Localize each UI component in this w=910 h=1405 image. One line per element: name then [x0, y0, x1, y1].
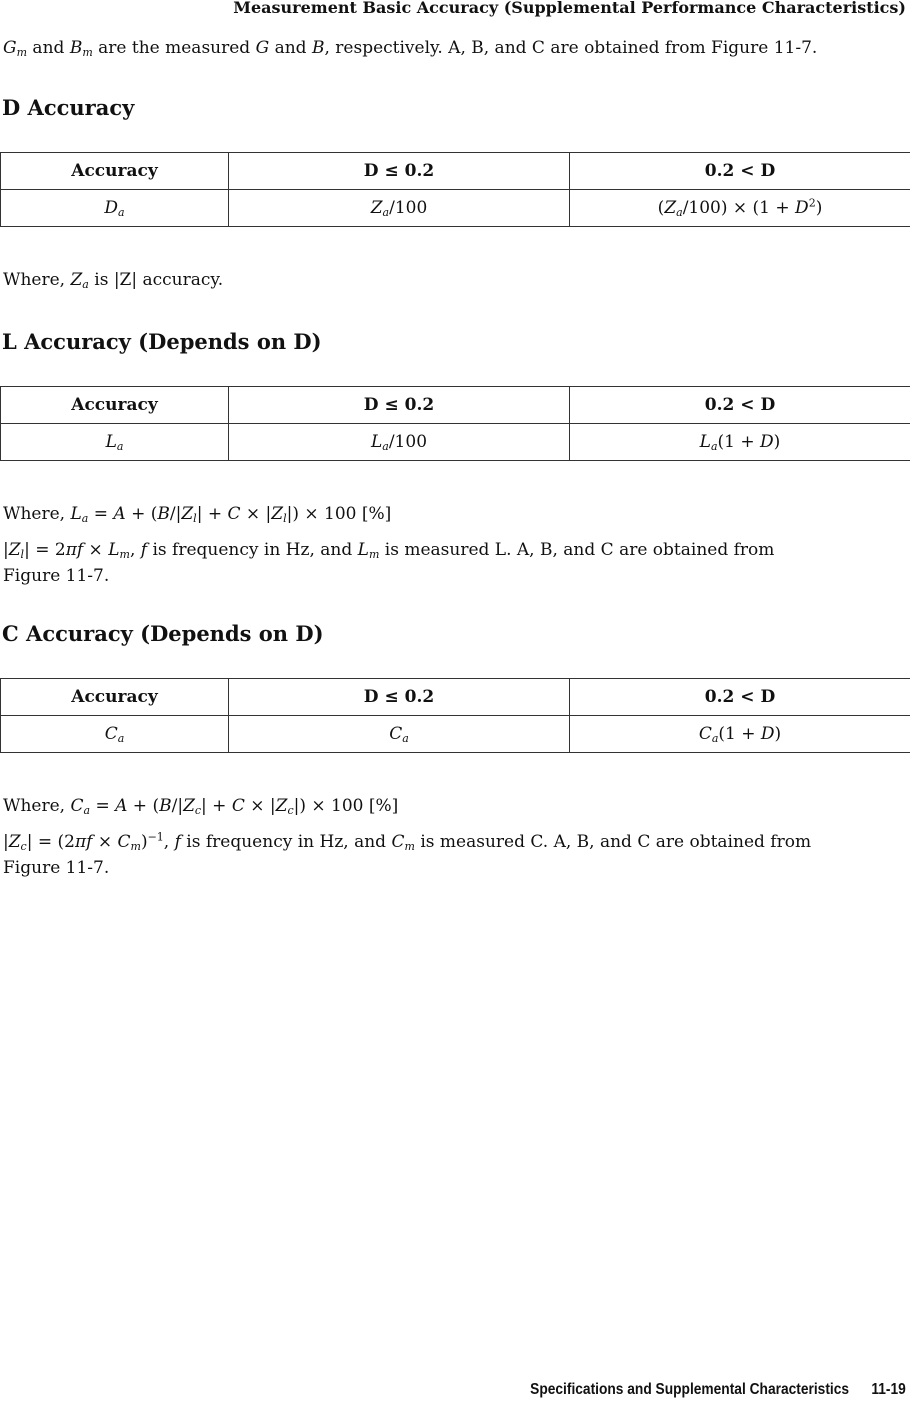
c-where-formula: Where, $C_a = A + (B/|Z_c| + C \times |Z_c|) \times 100$ [%]	[3, 796, 399, 817]
table-row	[1, 424, 910, 461]
col-header-low-d: D ≤ 0.2	[229, 153, 570, 190]
col-header-low-d: D ≤ 0.2	[229, 387, 570, 424]
table-header-row	[1, 153, 910, 190]
intro-paragraph: $G_m$ and $B_m$ are the measured G and B, respectively. A, B, and C are obtained from Figure 11-7.	[3, 38, 818, 59]
cell-high-d: $(Z_a/100) \times (1 + D^2)$	[570, 190, 910, 227]
running-header: Measurement Basic Accuracy (Supplemental Performance Characteristics)	[233, 0, 906, 17]
col-header-low-d: D ≤ 0.2	[229, 679, 570, 716]
table-header-row	[1, 679, 910, 716]
cell-low-d: $Z_a/100$	[229, 190, 570, 227]
c-note-line-2: Figure 11-7.	[3, 858, 110, 878]
l-note-line-2: Figure 11-7.	[3, 566, 110, 586]
c-accuracy-table	[0, 678, 910, 753]
d-accuracy-table	[0, 152, 910, 227]
cell-symbol: $L_a$	[1, 424, 229, 461]
cell-symbol: $D_a$	[1, 190, 229, 227]
col-header-accuracy: Accuracy	[1, 153, 229, 190]
col-header-accuracy: Accuracy	[1, 387, 229, 424]
l-accuracy-table	[0, 386, 910, 461]
d-accuracy-heading: D Accuracy	[2, 95, 135, 120]
cell-low-d: $L_a/100$	[229, 424, 570, 461]
table-row	[1, 716, 910, 753]
footer-section-title: Specifications and Supplemental Characteristics	[530, 1381, 850, 1398]
page-number: 11-19	[871, 1381, 906, 1398]
l-where-formula: Where, $L_a = A + (B/|Z_l| + C \times |Z_l|) \times 100$ [%]	[3, 504, 392, 525]
cell-low-d: $C_a$	[229, 716, 570, 753]
cell-high-d: $C_a(1 + D)$	[570, 716, 910, 753]
col-header-high-d: 0.2 < D	[570, 387, 910, 424]
l-note-line-1: $|Z_l| = 2\pi f \times L_m$, f is frequency in Hz, and $L_m$ is measured L. A, B, and C are obtained from	[3, 540, 775, 561]
page-footer	[530, 1381, 906, 1399]
table-row	[1, 190, 910, 227]
l-accuracy-heading: L Accuracy (Depends on D)	[2, 329, 322, 354]
cell-symbol: $C_a$	[1, 716, 229, 753]
col-header-accuracy: Accuracy	[1, 679, 229, 716]
col-header-high-d: 0.2 < D	[570, 679, 910, 716]
table-header-row	[1, 387, 910, 424]
cell-high-d: $L_a(1 + D)$	[570, 424, 910, 461]
c-note-line-1: $|Z_c| = (2\pi f \times C_m)^{-1}$, f is frequency in Hz, and $C_m$ is measured C. A, B, and C are obtained from	[3, 830, 812, 853]
d-where-note: Where, $Z_a$ is |Z| accuracy.	[3, 270, 224, 291]
c-accuracy-heading: C Accuracy (Depends on D)	[2, 621, 324, 646]
col-header-high-d: 0.2 < D	[570, 153, 910, 190]
